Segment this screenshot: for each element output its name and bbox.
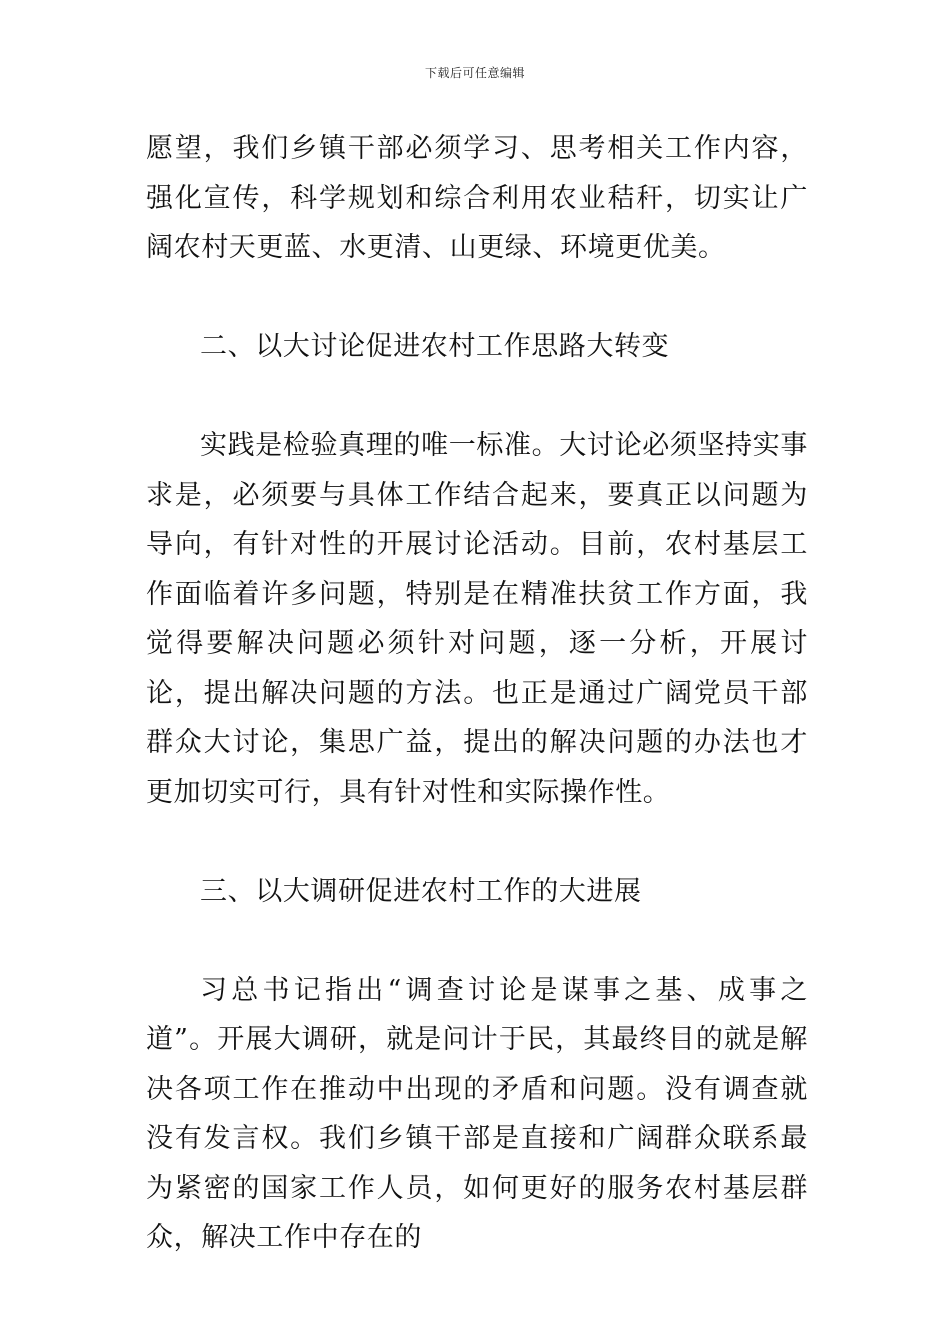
paragraph-gap <box>146 817 808 867</box>
paragraph-section-2: 实践是检验真理的唯一标准。大讨论必须坚持实事求是，必须要与具体工作结合起来，要真正以问题为导向，有针对性的开展讨论活动。目前，农村基层工作面临着许多问题，特别是在精准扶贫工作方面，我觉得要解决问题必须针对问题，逐一分析，开展讨论，提出解决问题的方法。也正是通过广阔党员干部群众大讨论，集思广益，提出的解决问题的办法也才更加切实可行，具有针对性和实际操作性。 <box>146 430 808 808</box>
header-note: 下载后可任意编辑 <box>424 66 525 80</box>
paragraph-gap <box>146 916 808 966</box>
section-heading-2: 二、以大讨论促进农村工作思路大转变 <box>200 331 670 362</box>
paragraph-continuation: 愿望，我们乡镇干部必须学习、思考相关工作内容，强化宣传，科学规划和综合利用农业秸秆，切实让广阔农村天更蓝、水更清、山更绿、环境更优美。 <box>146 133 808 263</box>
document-body <box>146 124 808 1263</box>
paragraph-gap <box>146 372 808 422</box>
paragraph-gap <box>146 273 808 323</box>
paragraph-section-3: 习总书记指出“调查讨论是谋事之基、成事之道”。开展大调研，就是问计于民，其最终目的就是解决各项工作在推动中出现的矛盾和问题。没有调查就没有发言权。我们乡镇干部是直接和广阔群众联系最为紧密的国家工作人员，如何更好的服务农村基层群众，解决工作中存在的 <box>146 974 808 1253</box>
section-heading-3: 三、以大调研促进农村工作的大进展 <box>200 875 642 907</box>
